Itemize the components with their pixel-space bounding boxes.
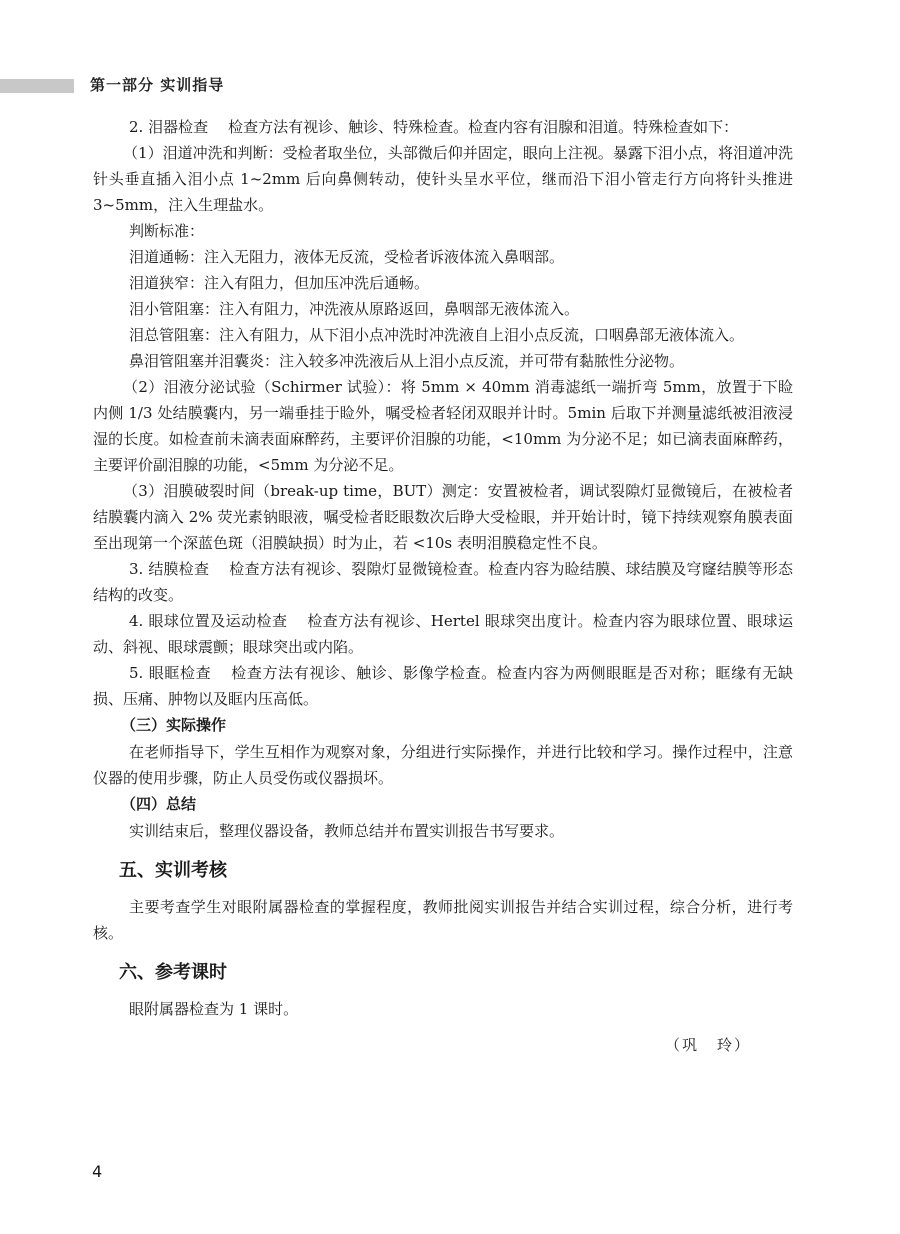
term-conjunctiva: 3. 结膜检查 — [129, 560, 210, 578]
paragraph-criterion-common-canaliculus: 泪总管阻塞：注入有阻力，从下泪小点冲洗时冲洗液自上泪小点反流，口咽鼻部无液体流入。 — [129, 326, 745, 344]
heading-practice: （三）实际操作 — [121, 716, 227, 734]
paragraph-criterion-patent: 泪道通畅：注入无阻力，液体无反流，受检者诉液体流入鼻咽部。 — [129, 248, 565, 266]
author-credit: （巩 玲） — [664, 1036, 751, 1054]
paragraph-orbit — [93, 660, 793, 712]
paragraph-criterion-nasolacrimal: 鼻泪管阻塞并泪囊炎：注入较多冲洗液后从上泪小点反流，并可带有黏脓性分泌物。 — [129, 352, 685, 370]
paragraph-criterion-stenosis: 泪道狭窄：注入有阻力，但加压冲洗后通畅。 — [129, 274, 430, 292]
paragraph-criterion-canaliculus: 泪小管阻塞：注入有阻力，冲洗液从原路返回，鼻咽部无液体流入。 — [129, 300, 580, 318]
text-eye-position: 检查方法有视诊、Hertel 眼球突出度计。检查内容为眼球位置、眼球运动、斜视、眼球震颤；眼球突出或内陷。 — [93, 612, 793, 656]
paragraph-but: （3）泪膜破裂时间（break-up time，BUT）测定：安置被检者，调试裂隙灯显微镜后，在被检者结膜囊内滴入 2% 荧光素钠眼液，嘱受检者眨眼数次后睁大受检眼，并开始计时，镜下持续观察角膜表面至出现第一个深蓝色斑（泪膜缺损）时为止，若 <10s 表明泪膜稳定性不良。 — [93, 482, 793, 552]
header-decor-bar — [0, 79, 74, 93]
paragraph-hours: 眼附属器检查为 1 课时。 — [129, 1000, 299, 1018]
author-name-second: 玲 — [716, 1036, 734, 1054]
page-number: 4 — [92, 1162, 103, 1181]
text-orbit: 检查方法有视诊、触诊、影像学检查。检查内容为两侧眼眶是否对称；眶缘有无缺损、压痛、肿物以及眶内压高低。 — [93, 664, 793, 708]
paragraph-eye-position — [93, 608, 793, 660]
paragraph-lacrimal-exam — [93, 114, 793, 140]
term-orbit: 5. 眼眶检查 — [129, 664, 212, 682]
paragraph-criteria-label: 判断标准： — [129, 222, 205, 240]
paragraph-assessment: 主要考查学生对眼附属器检查的掌握程度，教师批阅实训报告并结合实训过程，综合分析，进行考核。 — [93, 898, 793, 942]
heading-summary: （四）总结 — [121, 795, 197, 813]
paragraph-summary: 实训结束后，整理仪器设备，教师总结并布置实训报告书写要求。 — [129, 822, 565, 840]
heading-hours: 六、参考课时 — [119, 962, 227, 983]
paragraph-schirmer: （2）泪液分泌试验（Schirmer 试验）：将 5mm × 40mm 消毒滤纸一端折弯 5mm，放置于下睑内侧 1/3 处结膜囊内，另一端垂挂于睑外，嘱受检者轻闭双眼并计时。5min 后取下并测量滤纸被泪液浸湿的长度。如检查前未滴表面麻醉药，主要评价泪腺的功能，<10mm 为分泌不足；如已滴表面麻醉药，主要评价副泪腺的功能，<5mm 为分泌不足。 — [93, 378, 793, 474]
paragraph-practice: 在老师指导下，学生互相作为观察对象，分组进行实际操作，并进行比较和学习。操作过程中，注意仪器的使用步骤，防止人员受伤或仪器损坏。 — [93, 743, 793, 787]
paragraph-irrigation: （1）泪道冲洗和判断：受检者取坐位，头部微后仰并固定，眼向上注视。暴露下泪小点，将泪道冲洗针头垂直插入泪小点 1~2mm 后向鼻侧转动，使针头呈水平位，继而沿下泪小管走行方向将针头推进 3~5mm，注入生理盐水。 — [93, 144, 793, 214]
term-lacrimal-exam: 2. 泪器检查 — [129, 118, 209, 136]
text-lacrimal-exam: 检查方法有视诊、触诊、特殊检查。检查内容有泪腺和泪道。特殊检查如下： — [228, 118, 739, 136]
paragraph-conjunctiva — [93, 556, 793, 608]
heading-assessment: 五、实训考核 — [119, 860, 227, 881]
term-eye-position: 4. 眼球位置及运动检查 — [129, 612, 288, 630]
text-conjunctiva: 检查方法有视诊、裂隙灯显微镜检查。检查内容为睑结膜、球结膜及穹窿结膜等形态结构的改变。 — [93, 560, 793, 604]
page-content — [93, 114, 793, 1058]
author-name-first: 巩 — [681, 1036, 699, 1054]
running-header: 第一部分 实训指导 — [90, 76, 225, 94]
